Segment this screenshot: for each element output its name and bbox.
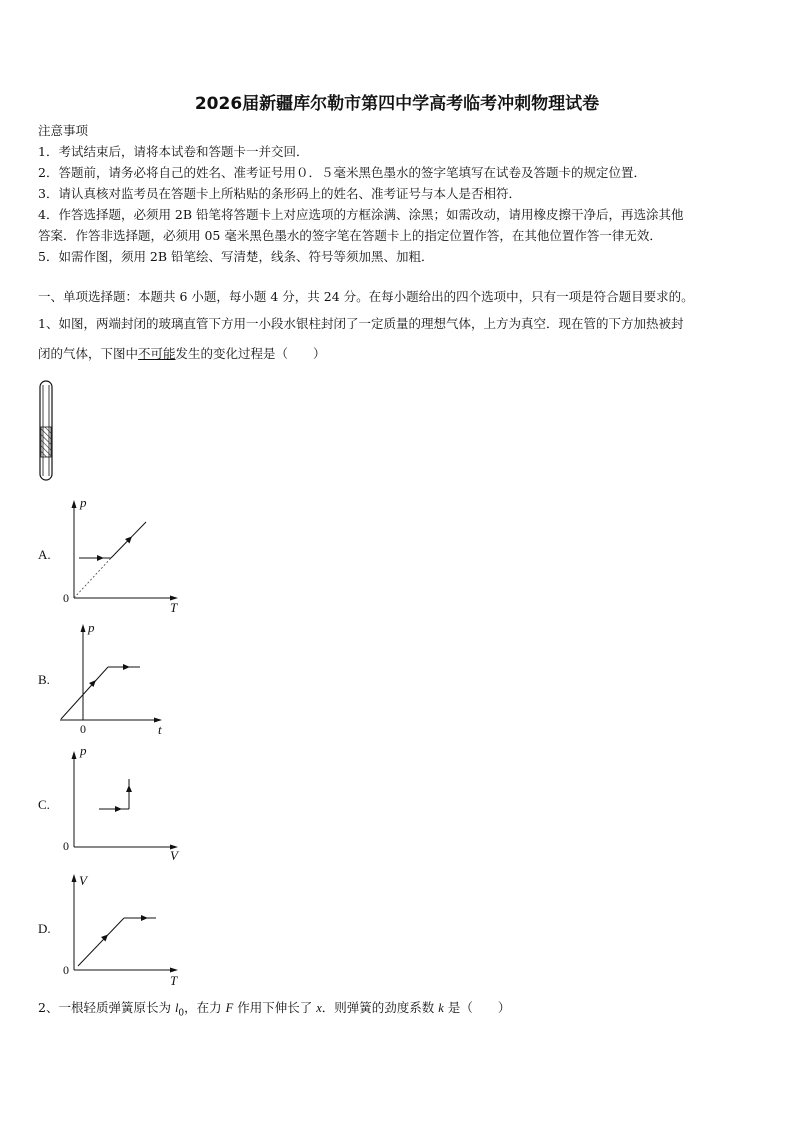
question-2 bbox=[38, 998, 510, 1019]
y-axis-arrow bbox=[72, 874, 77, 882]
question-2-text: 作用下伸长了 bbox=[233, 1000, 317, 1015]
section-heading: 一、单项选择题：本题共 6 小题，每小题 4 分，共 24 分。在每小题给出的四个选项中，只有一项是符合题目要求的。 bbox=[38, 289, 694, 304]
mercury-column bbox=[41, 427, 51, 457]
notice-item: 答案．作答非选择题，必须用 05 毫米黑色墨水的签字笔在答题卡上的指定位置作答，在其他位置作答一律无效． bbox=[38, 228, 662, 243]
process-segment bbox=[78, 918, 124, 966]
symbol-l0-subscript: 0 bbox=[178, 1008, 185, 1019]
origin-label: 0 bbox=[63, 963, 69, 977]
symbol-f: F bbox=[225, 1001, 234, 1015]
y-axis-arrow bbox=[72, 500, 77, 508]
x-axis-arrow bbox=[170, 968, 178, 973]
notice-item: 3．请认真核对监考员在答题卡上所粘贴的条形码上的姓名、准考证号与本人是否相符． bbox=[38, 186, 521, 201]
option-label-d[interactable]: D. bbox=[38, 921, 51, 936]
process-segment bbox=[61, 667, 108, 719]
notice-item: 2．答题前，请务必将自己的姓名、准考证号用０．５毫米黑色墨水的签字笔填写在试卷及答题卡的规定位置． bbox=[38, 165, 646, 180]
question-2-text: 是（ ） bbox=[443, 1000, 511, 1015]
graph-option-c bbox=[62, 745, 182, 855]
y-axis-label: p bbox=[80, 743, 87, 758]
symbol-l0: l bbox=[174, 1001, 179, 1015]
question-2-text: ．则弹簧的劲度系数 bbox=[321, 1000, 439, 1015]
graph-option-b bbox=[58, 620, 178, 730]
process-arrow bbox=[126, 785, 132, 792]
option-label-c[interactable]: C. bbox=[38, 797, 50, 812]
process-arrow bbox=[97, 555, 104, 561]
question-1-text: 闭的气体，下图中 bbox=[38, 346, 139, 361]
y-axis-arrow bbox=[72, 751, 77, 759]
x-axis-label: t bbox=[158, 722, 162, 737]
option-label-a[interactable]: A. bbox=[38, 547, 51, 562]
notice-item: 4．作答选择题，必须用 2B 铅笔将答题卡上对应选项的方框涂满、涂黑；如需改动，请用橡皮擦干净后，再选涂其他 bbox=[38, 207, 684, 222]
symbol-k: k bbox=[438, 1001, 444, 1015]
notice-heading: 注意事项 bbox=[38, 123, 89, 138]
process-arrow bbox=[123, 664, 130, 670]
process-arrow bbox=[115, 806, 122, 812]
question-1-line2 bbox=[38, 344, 326, 362]
notice-item: 5．如需作图，须用 2B 铅笔绘、写清楚，线条、符号等须加黑、加粗． bbox=[38, 249, 434, 264]
origin-label: 0 bbox=[63, 591, 69, 605]
option-label-b[interactable]: B. bbox=[38, 672, 50, 687]
origin-label: 0 bbox=[63, 839, 69, 853]
question-1-emphasis: 不可能 bbox=[138, 346, 176, 361]
y-axis-label: p bbox=[88, 620, 95, 635]
process-arrow bbox=[141, 915, 148, 921]
glass-tube-figure bbox=[36, 379, 58, 483]
y-axis-arrow bbox=[81, 624, 86, 632]
x-axis-label: T bbox=[170, 973, 178, 988]
question-1-line1: 1、如图，两端封闭的玻璃直管下方用一小段水银柱封闭了一定质量的理想气体，上方为真空．现在管的下方加热被封 bbox=[38, 316, 684, 331]
x-axis-label: T bbox=[170, 600, 178, 615]
y-axis-label: V bbox=[79, 873, 87, 888]
y-axis-label: p bbox=[80, 495, 87, 510]
question-1-text: 发生的变化过程是（ ） bbox=[175, 346, 326, 361]
dashed-extension bbox=[74, 558, 111, 598]
page-title: 2026届新疆库尔勒市第四中学高考临考冲刺物理试卷 bbox=[194, 94, 600, 114]
process-arrow bbox=[89, 680, 96, 687]
origin-label: 0 bbox=[80, 722, 86, 736]
symbol-x: x bbox=[316, 1001, 322, 1015]
question-2-text: 2、一根轻质弹簧原长为 bbox=[38, 1000, 175, 1015]
question-2-text: ，在力 bbox=[184, 1000, 226, 1015]
graph-option-a bbox=[62, 498, 182, 613]
x-axis-label: V bbox=[170, 848, 178, 863]
notice-item: 1．考试结束后，请将本试卷和答题卡一并交回． bbox=[38, 144, 309, 159]
